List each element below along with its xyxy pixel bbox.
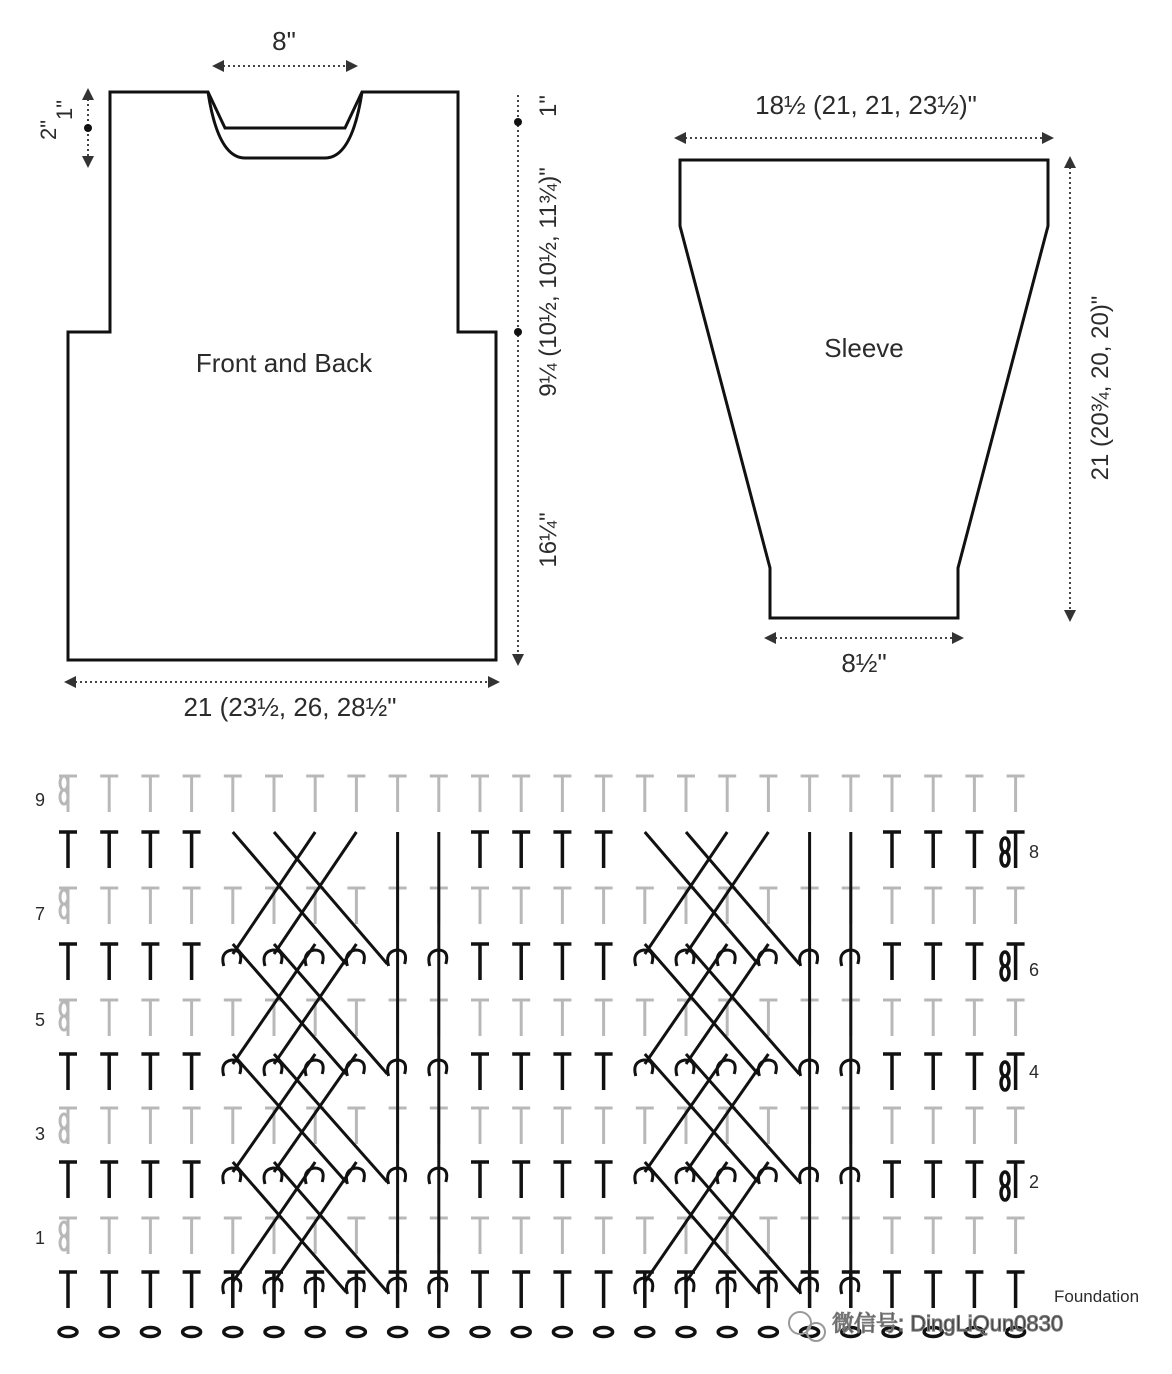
neck-depth-label: 2" [36,119,61,141]
cable-cross [223,832,447,966]
body-length-label: 16¼" [535,512,562,568]
cable-post [233,944,315,1064]
stitch-symbol [553,944,571,980]
foundation-chain [224,1328,242,1337]
stitch-symbol [636,888,654,924]
row-number-8: 8 [1028,842,1040,862]
stitch-symbol [595,832,613,868]
stitch-symbol [1007,776,1025,812]
stitch-symbol [512,888,530,924]
foundation-chain [141,1328,159,1337]
stitch-symbol [595,1218,613,1254]
chain-loop [60,1222,68,1236]
stitch-symbol [471,1218,489,1254]
stitch-row [59,1162,1025,1198]
stitch-symbol [883,1218,901,1254]
cable-cross [635,832,859,966]
foundation-chain [759,1328,777,1337]
stitch-symbol [965,776,983,812]
stitch-symbol [471,776,489,812]
stitch-symbol [883,1054,901,1090]
stitch-symbol [512,1108,530,1144]
cable-post [233,1054,315,1172]
stitch-symbol [224,1000,242,1036]
chain-loop [1001,952,1009,966]
shoulder-drop-label: 1" [52,99,77,121]
stitch-symbol [347,776,365,812]
post-hook [676,1168,694,1184]
post-hook [223,950,241,966]
stitch-symbol [677,776,695,812]
foundation-chain [677,1328,695,1337]
row-number-5: 5 [34,1010,46,1030]
stitch-symbol [595,1000,613,1036]
stitch-row [59,1272,1025,1308]
chain-loop [60,890,68,904]
stitch-symbol [1007,1108,1025,1144]
right-top-label: 1" [535,95,562,117]
stitch-symbol [471,888,489,924]
stitch-symbol [595,1162,613,1198]
stitch-symbol [924,1162,942,1198]
stitch-symbol [183,1108,201,1144]
stitch-symbol [306,776,324,812]
chain-loop [1001,838,1009,852]
stitch-symbol [100,1054,118,1090]
foundation-chain [59,1328,77,1337]
stitch-symbol [924,1000,942,1036]
stitch-symbol [141,1108,159,1144]
stitch-row [59,1108,1025,1144]
stitch-symbol [100,888,118,924]
body-height-dimensions [514,95,562,660]
stitch-symbol [842,776,860,812]
chart-stitches [59,776,1025,1337]
cable-post [645,944,727,1064]
cable-cross [635,1054,859,1184]
stitch-symbol [512,776,530,812]
stitch-symbol [471,1054,489,1090]
stitch-symbol [141,1272,159,1308]
stitch-symbol [59,1054,77,1090]
stitch-symbol [100,776,118,812]
post-hook [264,1168,282,1184]
stitch-symbol [183,1054,201,1090]
stitch-symbol [224,776,242,812]
front-back-label: Front and Back [195,348,373,378]
row-number-1: 1 [34,1228,46,1248]
stitch-symbol [759,776,777,812]
right-row-numbers [1029,842,1039,1192]
stitch-symbol [965,1054,983,1090]
stitch-symbol [183,1272,201,1308]
stitch-symbol [965,888,983,924]
sleeve-top-label: 18½ (21, 21, 23½)" [755,90,977,120]
stitch-row [59,888,1025,924]
stitch-symbol [141,1218,159,1254]
stitch-symbol [141,1054,159,1090]
stitch-symbol [595,944,613,980]
stitch-symbol [471,1000,489,1036]
stitch-symbol [965,1162,983,1198]
row-number-6: 6 [1028,960,1040,980]
stitch-symbol [636,776,654,812]
stitch-symbol [100,1218,118,1254]
chain-loop [1001,852,1009,866]
neck-width-label: 8" [272,26,296,56]
body-width-label: 21 (23½, 26, 28½" [183,692,397,722]
cable-post [233,832,315,954]
stitch-symbol [183,1162,201,1198]
stitch-symbol [100,1108,118,1144]
stitch-symbol [224,888,242,924]
stitch-symbol [553,1108,571,1144]
chain-loop [1001,1062,1009,1076]
stitch-symbol [141,776,159,812]
stitch-symbol [512,832,530,868]
stitch-row [59,1054,1025,1090]
stitch-symbol [553,1000,571,1036]
cable-cross [635,1162,859,1294]
stitch-row [59,944,1025,980]
stitch-symbol [595,888,613,924]
stitch-symbol [141,944,159,980]
sleeve-outline [680,160,1048,618]
chain-loop [60,776,68,790]
stitch-symbol [512,1162,530,1198]
stitch-symbol [430,776,448,812]
chart-cables [223,832,859,1294]
stitch-symbol [389,776,407,812]
stitch-symbol [183,944,201,980]
stitch-row [59,1000,1025,1036]
foundation-chain [265,1328,283,1337]
stitch-symbol [100,1272,118,1308]
stitch-symbol [924,832,942,868]
stitch-symbol [924,776,942,812]
stitch-symbol [595,1054,613,1090]
cuff-width-label: 8½" [841,648,887,678]
stitch-symbol [1007,888,1025,924]
armhole-depth-label: 9¼ (10½, 10½, 11¾)" [535,167,562,397]
cable-cross [635,944,859,1076]
stitch-symbol [883,776,901,812]
stitch-symbol [553,776,571,812]
stitch-symbol [100,1162,118,1198]
front-back-schematic [36,26,562,722]
stitch-symbol [883,1272,901,1308]
stitch-symbol [965,944,983,980]
stitch-symbol [595,776,613,812]
stitch-symbol [924,944,942,980]
stitch-symbol [883,1000,901,1036]
stitch-symbol [1007,1218,1025,1254]
stitch-symbol [883,1162,901,1198]
foundation-chain [512,1328,530,1337]
stitch-symbol [883,832,901,868]
stitch-symbol [224,1108,242,1144]
stitch-symbol [553,1162,571,1198]
stitch-symbol [141,832,159,868]
foundation-label: Foundation [1054,1287,1140,1306]
cable-cross [223,1054,447,1184]
chain-loop [60,1114,68,1128]
post-hook [676,1060,694,1076]
stitch-symbol [883,1108,901,1144]
row-number-2: 2 [1028,1172,1040,1192]
stitch-symbol [636,1108,654,1144]
stitch-symbol [636,1218,654,1254]
stitch-symbol [141,1162,159,1198]
stitch-symbol [883,944,901,980]
stitch-symbol [224,1218,242,1254]
stitch-symbol [512,944,530,980]
stitch-symbol [141,1000,159,1036]
stitch-symbol [553,888,571,924]
cable-cross [223,944,447,1076]
post-hook [635,1168,653,1184]
stitch-symbol [595,1272,613,1308]
stitch-symbol [965,1108,983,1144]
watermark-text: 微信号: DingLiQun0830 [832,1311,1064,1336]
stitch-symbol [924,1218,942,1254]
chain-loop [1001,1172,1009,1186]
left-neck-dimensions [36,94,92,162]
foundation-chain [183,1328,201,1337]
foundation-chain [430,1328,448,1337]
front-neckline [208,92,362,158]
post-hook [676,950,694,966]
chain-loop [60,1236,68,1250]
post-hook [635,1060,653,1076]
chain-loop [1001,966,1009,980]
post-hook [223,1060,241,1076]
stitch-symbol [59,1162,77,1198]
stitch-symbol [100,944,118,980]
foundation-chain [306,1328,324,1337]
stitch-symbol [636,1000,654,1036]
sleeve-length-label: 21 (20¾, 20, 20)" [1087,295,1114,481]
foundation-chain [595,1328,613,1337]
chain-loop [1001,1076,1009,1090]
cable-post [645,832,727,954]
stitch-symbol [512,1218,530,1254]
stitch-symbol [924,1108,942,1144]
chain-loop [60,790,68,804]
stitch-symbol [471,1108,489,1144]
stitch-symbol [553,1054,571,1090]
stitch-symbol [553,1218,571,1254]
stitch-symbol [512,1272,530,1308]
sleeve-schematic [680,90,1114,678]
stitch-symbol [183,1218,201,1254]
stitch-symbol [595,1108,613,1144]
stitch-row [59,776,1025,812]
chain-loop [60,1128,68,1142]
stitch-symbol [183,1000,201,1036]
stitch-symbol [512,1000,530,1036]
foundation-chain [636,1328,654,1337]
stitch-symbol [924,888,942,924]
post-hook [635,950,653,966]
stitch-symbol [924,1054,942,1090]
foundation-chain [718,1328,736,1337]
stitch-symbol [100,832,118,868]
stitch-symbol [965,832,983,868]
stitch-symbol [1007,1272,1025,1308]
stitch-symbol [141,888,159,924]
foundation-chain [471,1328,489,1337]
stitch-symbol [883,888,901,924]
stitch-symbol [965,1218,983,1254]
row-number-9: 9 [34,790,46,810]
stitch-symbol [183,832,201,868]
chain-loop [60,904,68,918]
stitch-row [59,1218,1025,1254]
cable-post [645,1162,727,1282]
stitch-symbol [59,832,77,868]
stitch-symbol [924,1272,942,1308]
chain-loop [1001,1186,1009,1200]
stitch-symbol [183,776,201,812]
stitch-symbol [1007,1000,1025,1036]
post-hook [223,1168,241,1184]
foundation-chain [389,1328,407,1337]
stitch-symbol [183,888,201,924]
stitch-symbol [801,776,819,812]
row-number-3: 3 [34,1124,46,1144]
cable-cross [223,1162,447,1294]
stitch-symbol [512,1054,530,1090]
stitch-symbol [471,1272,489,1308]
stitch-symbol [265,776,283,812]
stitch-chart [35,776,1139,1337]
row-number-4: 4 [1028,1062,1040,1082]
post-hook [264,1060,282,1076]
post-hook [264,950,282,966]
stitch-symbol [471,1162,489,1198]
stitch-symbol [553,832,571,868]
cable-post [233,1162,315,1282]
row-number-7: 7 [34,904,46,924]
stitch-symbol [718,776,736,812]
foundation-chain [100,1328,118,1337]
stitch-symbol [59,1272,77,1308]
stitch-symbol [100,1000,118,1036]
stitch-symbol [59,944,77,980]
stitch-symbol [471,944,489,980]
stitch-symbol [965,1000,983,1036]
stitch-symbol [471,832,489,868]
stitch-row [59,832,1025,868]
stitch-symbol [553,1272,571,1308]
left-row-numbers [35,790,45,1248]
chain-loop [60,1016,68,1030]
foundation-chain [553,1328,571,1337]
foundation-chain [347,1328,365,1337]
cable-post [645,1054,727,1172]
chain-loop [60,1002,68,1016]
sleeve-label: Sleeve [824,333,904,363]
stitch-symbol [965,1272,983,1308]
